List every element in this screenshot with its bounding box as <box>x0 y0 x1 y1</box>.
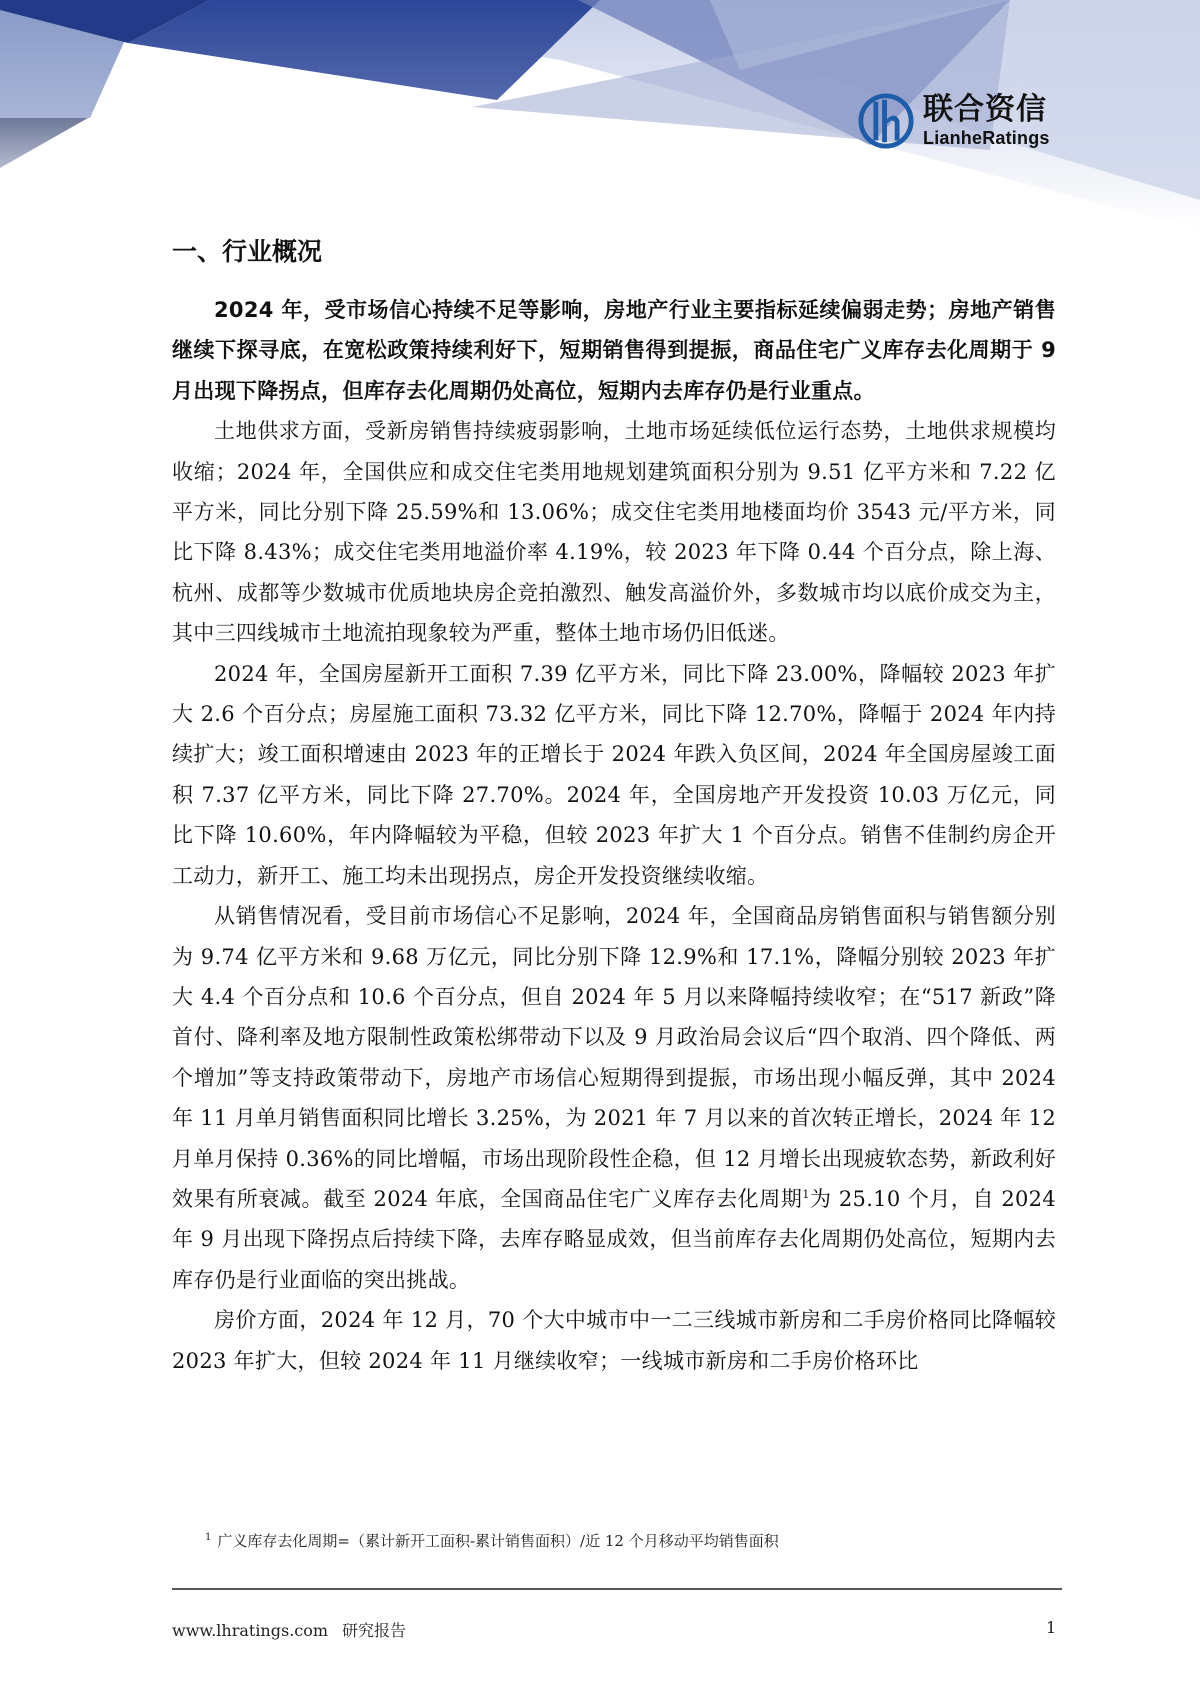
page-number: 1 <box>1046 1618 1057 1637</box>
company-logo <box>857 92 1050 150</box>
footnote-marker: 1 <box>205 1532 212 1543</box>
footnote-text: 广义库存去化周期=（累计新开工面积-累计销售面积）/近 12 个月移动平均销售面积 <box>217 1532 779 1550</box>
footer-website-link[interactable]: www.lhratings.com <box>172 1621 329 1640</box>
logo-english-name: LianheRatings <box>923 128 1050 148</box>
footnote-reference[interactable]: 1 <box>802 1187 810 1201</box>
logo-text <box>923 93 1050 149</box>
construction-investment-paragraph: 2024 年，全国房屋新开工面积 7.39 亿平方米，同比下降 23.00%，降幅较 2023 年扩大 2.6 个百分点；房屋施工面积 73.32 亿平方米，同比下降 12.70%，降幅于 2024 年内持续扩大；竣工面积增速由 2023 年的正增长于 2024 年跌入负区间，2024 年全国房屋竣工面积 7.37 亿平方米，同比下降 27.70%。2024 年，全国房地产开发投资 10.03 万亿元，同比下降 10.60%，年内降幅较为平稳，但较 2023 年扩大 1 个百分点。销售不佳制约房企开工动力，新开工、施工均未出现拐点，房企开发投资继续收缩。 <box>172 661 1056 888</box>
document-body <box>172 230 1056 1381</box>
sales-text-part2: 为 25.10 个月，自 2024 年 9 月出现下降拐点后持续下降，去库存略显成效，但当前库存去化周期仍处高位，短期内去库存仍是行业面临的突出挑战。 <box>172 1186 1056 1292</box>
footer-info <box>172 1618 406 1641</box>
sales-paragraph <box>172 896 1056 1300</box>
footnote <box>205 1530 779 1551</box>
footer-doc-type: 研究报告 <box>342 1621 407 1640</box>
section-title: 一、行业概况 <box>172 237 323 266</box>
lh-logo-icon <box>857 92 915 150</box>
footer-divider <box>172 1588 1062 1590</box>
sales-text-part1: 从销售情况看，受目前市场信心不足影响，2024 年，全国商品房销售面积与销售额分别为 9.74 亿平方米和 9.68 万亿元，同比分别下降 12.9%和 17.1%，降幅分别较 2023 年扩大 4.4 个百分点和 10.6 个百分点，但自 2024 年 5 月以来降幅持续收窄；在“517 新政”降首付、降利率及地方限制性政策松绑带动下以及 9 月政治局会议后“四个取消、四个降低、两个增加”等支持政策带动下，房地产市场信心短期得到提振，市场出现小幅反弹，其中 2024 年 11 月单月销售面积同比增长 3.25%，为 2021 年 7 月以来的首次转正增长，2024 年 12 月单月保持 0.36%的同比增幅，市场出现阶段性企稳，但 12 月增长出现疲软态势，新政利好效果有所衰减。截至 2024 年底，全国商品住宅广义库存去化周期 <box>172 904 1056 1211</box>
logo-chinese-name: 联合资信 <box>923 92 1047 127</box>
land-supply-paragraph: 土地供求方面，受新房销售持续疲弱影响，土地市场延续低位运行态势，土地供求规模均收缩；2024 年，全国供应和成交住宅类用地规划建筑面积分别为 9.51 亿平方米和 7.22 亿平方米，同比分别下降 25.59%和 13.06%；成交住宅类用地楼面均价 3543 元/平方米，同比下降 8.43%；成交住宅类用地溢价率 4.19%，较 2023 年下降 0.44 个百分点，除上海、杭州、成都等少数城市优质地块房企竞拍激烈、触发高溢价外，多数城市均以底价成交为主，其中三四线城市土地流拍现象较为严重，整体土地市场仍旧低迷。 <box>172 419 1056 646</box>
house-price-paragraph: 房价方面，2024 年 12 月，70 个大中城市中一二三线城市新房和二手房价格同比降幅较 2023 年扩大，但较 2024 年 11 月继续收窄；一线城市新房和二手房价格环比 <box>172 1308 1056 1373</box>
summary-paragraph: 2024 年，受市场信心持续不足等影响，房地产行业主要指标延续偏弱走势；房地产销售继续下探寻底，在宽松政策持续利好下，短期销售得到提振，商品住宅广义库存去化周期于 9 月出现下降拐点，但库存去化周期仍处高位，短期内去库存仍是行业重点。 <box>172 298 1056 403</box>
